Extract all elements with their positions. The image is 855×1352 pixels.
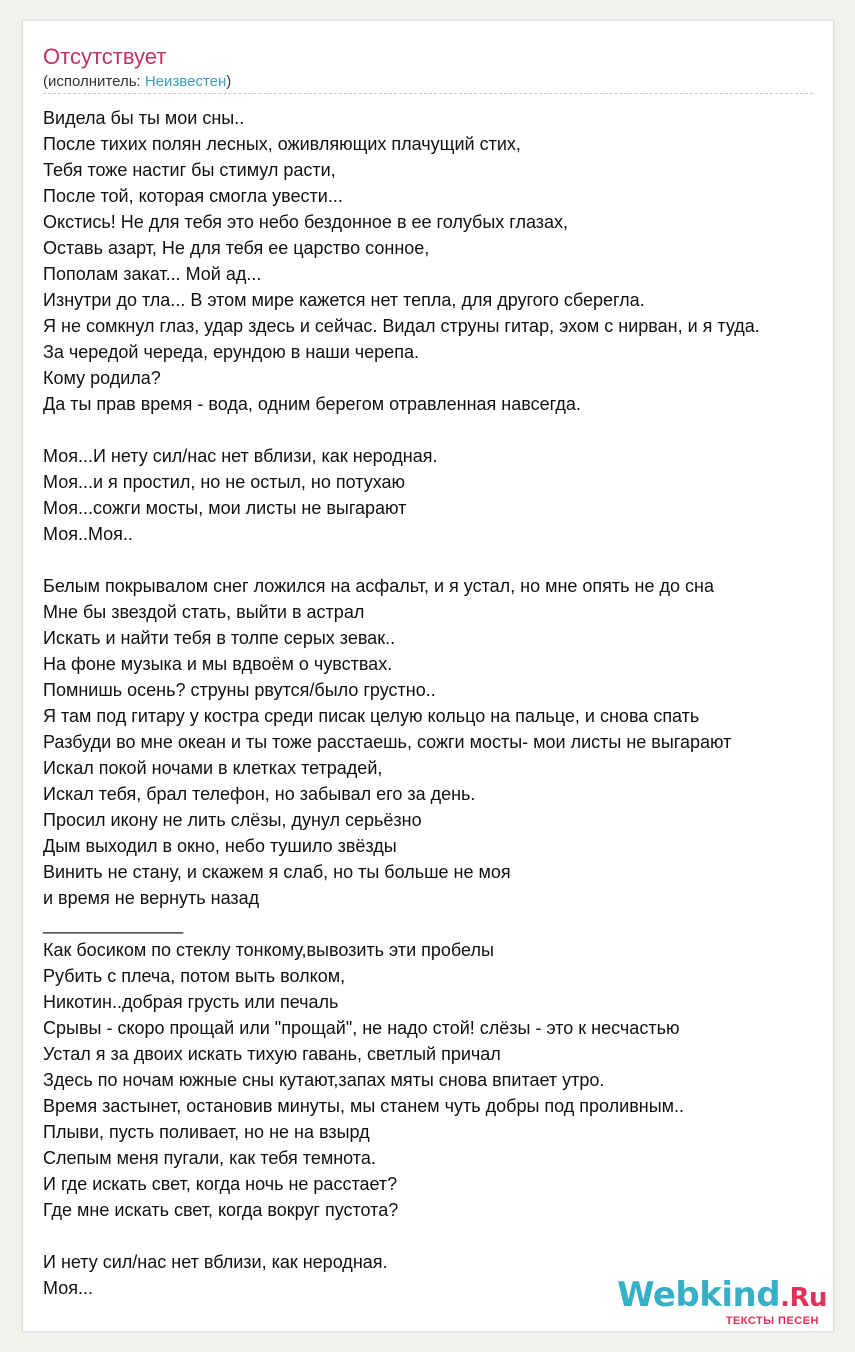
lyric-line: Оставь азарт, Не для тебя ее царство сонное, [43, 238, 430, 258]
lyric-line [43, 547, 834, 573]
lyric-line: Где мне искать свет, когда вокруг пустота? [43, 1200, 399, 1220]
lyric-line: Моя...и я простил, но не остыл, но потухаю [43, 472, 406, 492]
lyric-line: Я там под гитару у костра среди писак целую кольцо на пальце, и снова спать [43, 706, 700, 726]
lyric-line: Кому родила? [43, 368, 161, 388]
lyric-line: Пополам закат... Мой ад... [43, 264, 262, 284]
lyric-line: Просил икону не лить слёзы, дунул серьёзно [43, 810, 422, 830]
lyric-line [43, 1223, 834, 1249]
lyric-line: Я не сомкнул глаз, удар здесь и сейчас. Видал струны гитар, эхом с нирван, и я туда. [43, 316, 760, 336]
lyric-line: Изнутри до тла... В этом мире кажется нет тепла, для другого сберегла. [43, 290, 645, 310]
logo-tld: Ru [789, 1283, 827, 1313]
logo-wordmark [617, 1275, 827, 1315]
lyrics-card [22, 20, 834, 1332]
artist-suffix: ) [226, 73, 232, 90]
artist-link[interactable]: Неизвестен [144, 73, 227, 90]
lyric-line: Никотин..добрая грусть или печаль [43, 992, 339, 1012]
logo-dot: . [780, 1283, 790, 1313]
artist-line [43, 73, 231, 91]
lyric-line: Моя...сожги мосты, мои листы не выгарают [43, 498, 407, 518]
lyric-line: Белым покрывалом снег ложился на асфальт, и я устал, но мне опять не до сна [43, 576, 714, 596]
site-logo[interactable] [617, 1275, 827, 1327]
lyric-line: Моя...И нету сил/нас нет вблизи, как неродная. [43, 446, 438, 466]
lyric-line: Да ты прав время - вода, одним берегом отравленная навсегда. [43, 394, 581, 414]
lyric-line: Слепым меня пугали, как тебя темнота. [43, 1148, 376, 1168]
logo-tagline: ТЕКСТЫ ПЕСЕН [725, 1315, 819, 1327]
lyrics-text [43, 105, 834, 1301]
lyric-line: Рубить с плеча, потом выть волком, [43, 966, 346, 986]
lyric-line: После тихих полян лесных, оживляющих плачущий стих, [43, 134, 521, 154]
lyric-line: За чередой череда, ерундою в наши черепа. [43, 342, 419, 362]
lyric-line: Искал тебя, брал телефон, но забывал его за день. [43, 784, 476, 804]
lyric-line: и время не вернуть назад [43, 888, 260, 908]
lyric-line: Срывы - скоро прощай или "прощай", не надо стой! слёзы - это к несчастью [43, 1018, 680, 1038]
lyric-line: И где искать свет, когда ночь не расстает? [43, 1174, 398, 1194]
lyric-line: Мне бы звездой стать, выйти в астрал [43, 602, 365, 622]
lyric-line: Искал покой ночами в клетках тетрадей, [43, 758, 383, 778]
lyric-line: Видела бы ты мои сны.. [43, 108, 245, 128]
lyric-line: Здесь по ночам южные сны кутают,запах мяты снова впитает утро. [43, 1070, 605, 1090]
lyric-line: Устал я за двоих искать тихую гавань, светлый причал [43, 1044, 501, 1064]
lyric-line: После той, которая смогла увести... [43, 186, 343, 206]
lyric-line: Тебя тоже настиг бы стимул расти, [43, 160, 336, 180]
lyric-line: Как босиком по стеклу тонкому,вывозить эти пробелы [43, 940, 494, 960]
lyric-line: Плыви, пусть поливает, но не на взырд [43, 1122, 370, 1142]
logo-main-text: Webkind [617, 1275, 781, 1315]
lyric-line: Разбуди во мне океан и ты тоже расстаешь, сожги мосты- мои листы не выгарают [43, 732, 732, 752]
lyric-line: Искать и найти тебя в толпе серых зевак.. [43, 628, 396, 648]
lyric-line: На фоне музыка и мы вдвоём о чувствах. [43, 654, 393, 674]
artist-prefix: (исполнитель: [43, 73, 145, 90]
lyric-line: Винить не стану, и скажем я слаб, но ты больше не моя [43, 862, 511, 882]
lyric-line: ______________ [43, 914, 184, 934]
lyric-line: И нету сил/нас нет вблизи, как неродная. [43, 1252, 388, 1272]
lyric-line [43, 417, 834, 443]
lyric-line: Окстись! Не для тебя это небо бездонное в ее голубых глазах, [43, 212, 569, 232]
lyric-line: Время застынет, остановив минуты, мы станем чуть добры под проливным.. [43, 1096, 685, 1116]
lyric-line: Моя..Моя.. [43, 524, 133, 544]
lyric-line: Дым выходил в окно, небо тушило звёзды [43, 836, 397, 856]
lyric-line: Моя... [43, 1278, 93, 1298]
lyric-line: Помнишь осень? струны рвутся/было грустно.. [43, 680, 436, 700]
song-title: Отсутствует [43, 44, 167, 69]
title-divider [43, 93, 813, 94]
